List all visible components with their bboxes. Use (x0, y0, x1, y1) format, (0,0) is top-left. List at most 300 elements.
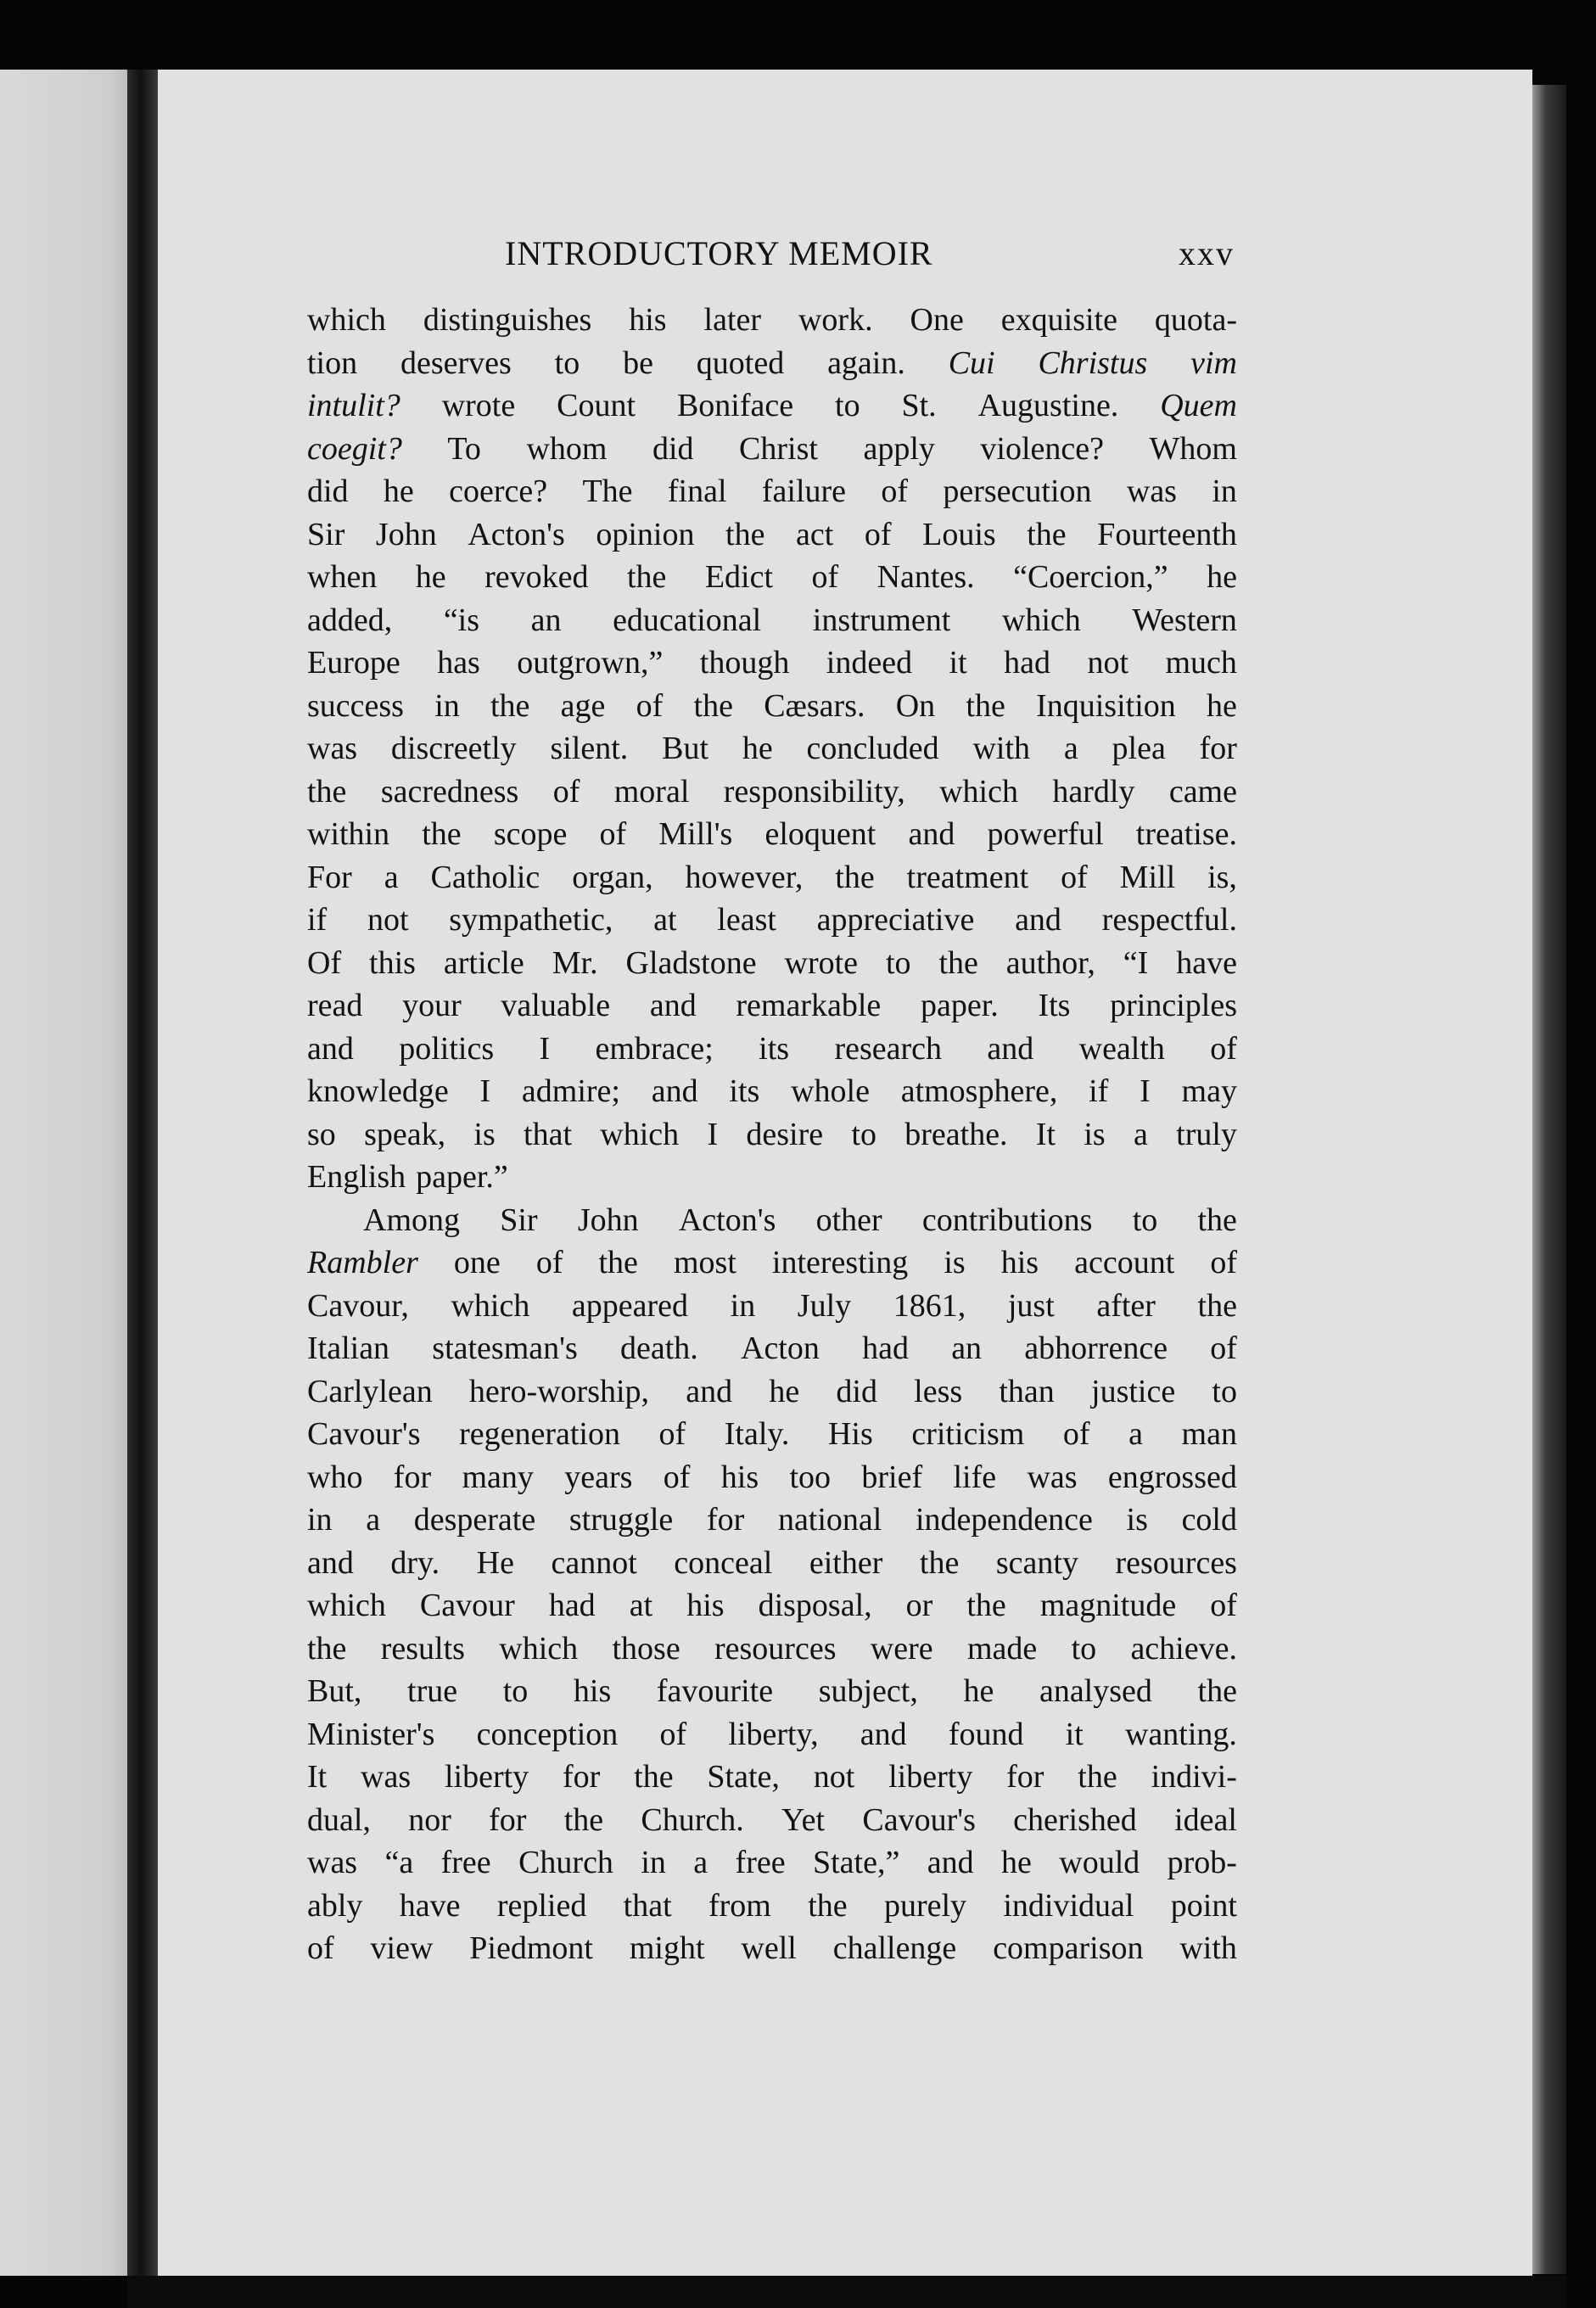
word: dry. (390, 1544, 440, 1581)
text-line (307, 1499, 1237, 1542)
word: Inquisition (1036, 687, 1176, 724)
word: Gladstone (625, 944, 757, 981)
word: desire (746, 1116, 824, 1152)
word: too (789, 1459, 832, 1495)
text-line (307, 984, 1237, 1028)
word: at (629, 1588, 653, 1623)
word: wanting. (1124, 1716, 1237, 1752)
text-line (307, 1756, 1237, 1799)
word: I (1140, 1073, 1151, 1109)
word: of (1210, 1588, 1237, 1623)
word: read (307, 988, 363, 1023)
word: be (623, 345, 653, 381)
word: which (499, 1630, 579, 1667)
word: deserves (400, 345, 512, 381)
word: not (1087, 645, 1129, 681)
text-line (307, 513, 1237, 557)
word: final (667, 473, 727, 509)
word: Rambler (307, 1245, 418, 1280)
word: the (626, 559, 667, 595)
word: replied (496, 1887, 587, 1924)
word: in (1212, 473, 1237, 509)
word: an (530, 602, 562, 638)
word: national (777, 1502, 882, 1538)
word: its (729, 1073, 760, 1109)
word: with (972, 731, 1031, 766)
word: of (1210, 1330, 1237, 1366)
word: is, (1207, 859, 1237, 895)
word: in (434, 687, 460, 724)
word: Sir (307, 516, 345, 552)
word: and (860, 1716, 907, 1752)
word: Europe (307, 645, 400, 681)
word: was (1027, 1459, 1078, 1495)
word: Mill's (658, 816, 733, 852)
word: achieve. (1130, 1630, 1237, 1667)
word: not (367, 902, 409, 938)
word: wrote (441, 388, 516, 423)
word: had (862, 1330, 909, 1366)
word: to (885, 944, 911, 981)
word: of (1210, 1030, 1237, 1067)
word: Of (307, 944, 342, 981)
word: this (369, 944, 416, 981)
word: breathe. (904, 1116, 1008, 1152)
word: other (815, 1202, 882, 1238)
word: he (963, 1673, 994, 1709)
text-line (307, 942, 1237, 985)
text-line (307, 1327, 1237, 1370)
word: Piedmont (469, 1930, 593, 1966)
word: ably (307, 1887, 363, 1924)
word: to (1071, 1630, 1097, 1667)
word: John (375, 516, 437, 552)
word: or (905, 1588, 933, 1623)
word: Sir (500, 1202, 538, 1238)
word: Western (1132, 602, 1237, 638)
word: the (835, 859, 875, 895)
word: admire; (521, 1073, 620, 1109)
word: a (1063, 731, 1078, 766)
word: Louis (922, 516, 996, 552)
word: silent. (550, 731, 629, 766)
word: was (1126, 473, 1177, 509)
word: for (489, 1801, 527, 1838)
word: of (552, 773, 580, 809)
word: much (1165, 645, 1237, 681)
word: of (1061, 859, 1088, 895)
word: coegit? (307, 430, 402, 467)
word: work. (798, 302, 873, 338)
word: interesting (771, 1245, 909, 1280)
word: to (554, 345, 580, 381)
word: may (1181, 1073, 1237, 1109)
word: “a (384, 1845, 414, 1880)
word: It (1035, 1116, 1056, 1152)
word: he (742, 731, 773, 766)
word: which (939, 773, 1018, 809)
word: the (422, 816, 462, 852)
text-line (307, 1370, 1237, 1414)
word: liberty, (728, 1716, 819, 1752)
word: truly (1176, 1116, 1237, 1152)
word: Fourteenth (1097, 516, 1237, 552)
word: of (663, 1459, 691, 1495)
word: Church. (641, 1801, 744, 1838)
word: added, (307, 602, 393, 638)
word: and (686, 1373, 733, 1409)
word: prob- (1167, 1845, 1237, 1880)
word: I (539, 1030, 551, 1067)
word: His (827, 1416, 873, 1452)
word: however, (685, 859, 804, 895)
word: to (1132, 1202, 1158, 1238)
word: Augustine. (977, 388, 1119, 423)
word: is (473, 1116, 496, 1152)
word: research (834, 1030, 942, 1067)
word: the (725, 516, 765, 552)
word: he (383, 473, 414, 509)
word: had (1004, 645, 1050, 681)
text-line (307, 1199, 1237, 1242)
word: that (524, 1116, 573, 1152)
word: respectful. (1101, 902, 1237, 938)
word: quoted (696, 345, 785, 381)
word: Quem (1160, 388, 1237, 423)
word: “is (443, 602, 480, 638)
word: desperate (413, 1502, 536, 1538)
word: just (1007, 1287, 1055, 1324)
word: politics (399, 1030, 495, 1067)
word: death. (619, 1330, 698, 1366)
bottom-shadow (127, 2276, 1566, 2308)
word: might (629, 1930, 705, 1966)
word: powerful (987, 816, 1104, 852)
word: purely (883, 1887, 967, 1924)
word: he (1207, 559, 1237, 595)
word: the (919, 1544, 960, 1581)
word: the (563, 1801, 604, 1838)
word: a (693, 1845, 708, 1880)
word: Mr. (552, 944, 598, 981)
word: again. (827, 345, 905, 381)
word: made (966, 1630, 1038, 1667)
text-line (307, 299, 1237, 342)
word: did (652, 430, 694, 467)
word: tion (307, 345, 358, 381)
word: either (809, 1544, 883, 1581)
word: it (1065, 1716, 1084, 1752)
word: 1861, (893, 1287, 966, 1324)
word: and (649, 988, 697, 1023)
word: To (447, 430, 481, 467)
word: Catholic (430, 859, 540, 895)
word: Boniface (676, 388, 794, 423)
word: scanty (995, 1544, 1078, 1581)
word: remarkable (736, 988, 882, 1023)
word: Nantes. (876, 559, 975, 595)
word: found (948, 1716, 1024, 1752)
word: brief (861, 1459, 923, 1495)
word: a (384, 859, 399, 895)
word: speak, (364, 1116, 446, 1152)
word: Minister's (307, 1716, 435, 1752)
word: regeneration (459, 1416, 620, 1452)
word: though (699, 645, 790, 681)
word: the (598, 1245, 638, 1280)
word: The (582, 473, 633, 509)
word: have (1176, 944, 1237, 981)
word: to (1212, 1373, 1237, 1409)
word: liberty (444, 1759, 529, 1795)
text-line (307, 556, 1237, 599)
word: exquisite (1000, 302, 1117, 338)
word: of (1062, 1416, 1090, 1452)
running-title: INTRODUCTORY MEMOIR (505, 234, 933, 272)
word: in (641, 1845, 666, 1880)
text-line (307, 1413, 1237, 1456)
word: outgrown,” (517, 645, 664, 681)
word: age (560, 687, 606, 724)
word: dual, (307, 1801, 371, 1838)
word: Cavour (419, 1588, 515, 1623)
word: is (1084, 1116, 1106, 1152)
text-line (307, 1113, 1237, 1157)
word: discreetly (390, 731, 517, 766)
word: Cavour's (862, 1801, 976, 1838)
text-line (307, 1713, 1237, 1756)
word: Count (557, 388, 636, 423)
word: State, (707, 1759, 780, 1795)
word: for (563, 1759, 601, 1795)
word: Acton's (678, 1202, 776, 1238)
word: is (944, 1245, 966, 1280)
text-line (307, 384, 1237, 428)
word: cannot (551, 1544, 637, 1581)
word: favourite (656, 1673, 774, 1709)
text-line (307, 1670, 1237, 1713)
word: have (399, 1887, 461, 1924)
word: Acton's (468, 516, 565, 552)
word: sacredness (380, 773, 519, 809)
word: He (476, 1544, 514, 1581)
word: most (673, 1245, 736, 1280)
word: its (759, 1030, 790, 1067)
word: less (914, 1373, 963, 1409)
word: of (535, 1245, 563, 1280)
text-line (307, 1841, 1237, 1885)
word: the (1197, 1202, 1237, 1238)
word: moral (613, 773, 690, 809)
word: conceal (674, 1544, 773, 1581)
word: act (796, 516, 834, 552)
word: But (662, 731, 708, 766)
word: his (629, 302, 667, 338)
word: for (1006, 1759, 1044, 1795)
word: of (599, 816, 627, 852)
word: cold (1181, 1502, 1237, 1538)
word: of (307, 1930, 334, 1966)
word: analysed (1039, 1673, 1152, 1709)
word: principles (1110, 988, 1237, 1023)
word: well (741, 1930, 797, 1966)
word: who (307, 1459, 363, 1495)
word: criticism (911, 1416, 1025, 1452)
word: eloquent (764, 816, 876, 852)
word: the (966, 687, 1005, 724)
word: author, (1005, 944, 1095, 981)
word: comparison (993, 1930, 1144, 1966)
book-gutter (127, 70, 158, 2276)
word: One (910, 302, 964, 338)
word: Among (363, 1202, 460, 1238)
word: appreciative (816, 902, 975, 938)
word: disposal, (758, 1588, 872, 1623)
word: a (1133, 1116, 1148, 1152)
word: it (949, 645, 967, 681)
word: liberty (888, 1759, 973, 1795)
word: he (1207, 687, 1237, 724)
word: educational (613, 602, 762, 638)
word: responsibility, (723, 773, 905, 809)
word: his (573, 1673, 612, 1709)
page-number: xxv (1179, 234, 1235, 272)
text-line (307, 813, 1237, 856)
word: Italian (307, 1330, 390, 1366)
word: For (307, 859, 352, 895)
word: the (966, 1588, 1006, 1623)
text-line (307, 727, 1237, 770)
word: Whom (1149, 430, 1237, 467)
word: distinguishes (423, 302, 592, 338)
word: many (462, 1459, 534, 1495)
word: sympathetic, (449, 902, 613, 938)
word: ideal (1174, 1801, 1237, 1838)
word: an (951, 1330, 983, 1366)
word: resources (1115, 1544, 1237, 1581)
word: after (1096, 1287, 1156, 1324)
word: of (864, 516, 892, 552)
word: statesman's (432, 1330, 578, 1366)
word: plea (1112, 731, 1166, 766)
word: organ, (572, 859, 653, 895)
word: and (307, 1544, 354, 1581)
word: scope (493, 816, 568, 852)
word: from (708, 1887, 771, 1924)
word: his (686, 1588, 725, 1623)
word: view (370, 1930, 434, 1966)
word: has (437, 645, 480, 681)
word: was (307, 1845, 358, 1880)
word: whom (526, 430, 608, 467)
word: Cavour, (307, 1287, 409, 1324)
word: of (881, 473, 909, 509)
word: would (1059, 1845, 1140, 1880)
text-line (307, 470, 1237, 513)
word: failure (761, 473, 847, 509)
word: than (999, 1373, 1055, 1409)
word: Christ (739, 430, 818, 467)
word: St. (901, 388, 937, 423)
word: the (490, 687, 530, 724)
word: “Coercion,” (1013, 559, 1168, 595)
word: opinion (596, 516, 695, 552)
word: was (361, 1759, 412, 1795)
word: man (1181, 1416, 1237, 1452)
word: one (453, 1245, 501, 1280)
word: which (307, 302, 386, 338)
word: Cavour's (307, 1416, 421, 1452)
word: Cui (948, 345, 995, 381)
word: Its (1038, 988, 1071, 1023)
word: his (1000, 1245, 1039, 1280)
word: for (393, 1459, 432, 1495)
text-line (307, 770, 1237, 814)
facing-page-edge (0, 70, 127, 2276)
text-line (307, 428, 1237, 471)
word: of (636, 687, 664, 724)
text-line (307, 1070, 1237, 1113)
word: But, (307, 1673, 362, 1709)
word: appeared (571, 1287, 689, 1324)
word: results (380, 1630, 465, 1667)
word: within (307, 816, 390, 852)
word: which (451, 1287, 530, 1324)
word: the (808, 1887, 848, 1924)
word: conception (476, 1716, 619, 1752)
word: your (402, 988, 462, 1023)
word: true (407, 1673, 458, 1709)
word: later (703, 302, 762, 338)
word: article (443, 944, 524, 981)
word: embrace; (595, 1030, 714, 1067)
text-line (307, 1028, 1237, 1071)
word: of (1210, 1245, 1237, 1280)
word: Carlylean (307, 1373, 433, 1409)
word: treatment (906, 859, 1029, 895)
word: July (797, 1287, 852, 1324)
word: was (307, 731, 358, 766)
word: hardly (1052, 773, 1135, 809)
word: the (307, 1630, 347, 1667)
word: magnitude (1039, 1588, 1177, 1623)
text-line (307, 1241, 1237, 1285)
word: had (548, 1588, 596, 1623)
word: the (634, 1759, 674, 1795)
word: the (307, 773, 347, 809)
word: if (1089, 1073, 1109, 1109)
word: “I (1123, 944, 1149, 981)
word: and (651, 1073, 698, 1109)
word: and (307, 1030, 354, 1067)
word: and (987, 1030, 1034, 1067)
text-line (307, 1799, 1237, 1842)
word: at (653, 902, 677, 938)
word: years (564, 1459, 633, 1495)
word: he (1001, 1845, 1032, 1880)
text-line (307, 1885, 1237, 1928)
word: treatise. (1135, 816, 1237, 852)
word: instrument (812, 602, 951, 638)
word: individual (1003, 1887, 1134, 1924)
word: did (307, 473, 349, 509)
word: independence (916, 1502, 1093, 1538)
word: intulit? (307, 388, 400, 423)
word: were (870, 1630, 933, 1667)
word: came (1168, 773, 1237, 809)
word: is (1126, 1502, 1148, 1538)
word: the (1197, 1673, 1237, 1709)
